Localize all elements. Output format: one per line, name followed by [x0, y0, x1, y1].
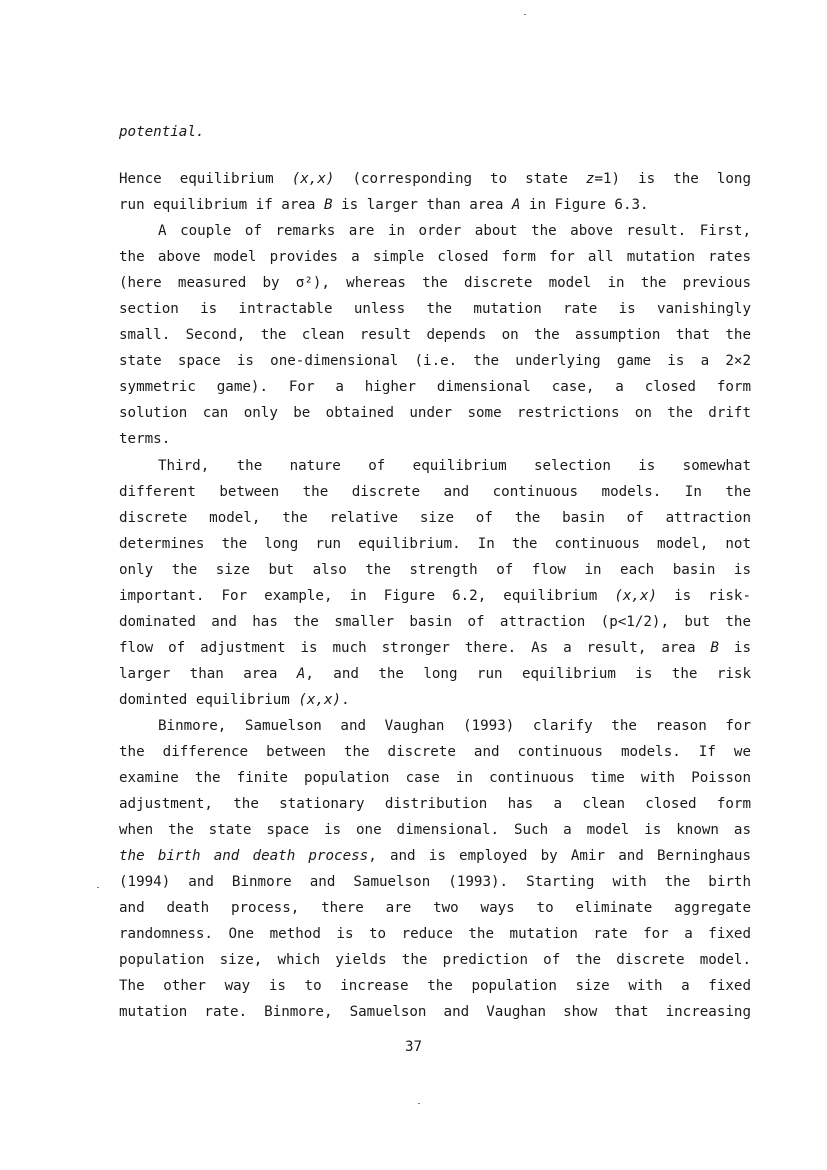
text-run: =1) is the long [594, 171, 752, 187]
text-line [119, 765, 751, 791]
text-run: important. For example, in Figure 6.2, equilibrium [119, 588, 615, 604]
text-line [119, 374, 751, 400]
text-run: section is intractable unless the mutation rate is vanishingly [119, 301, 751, 317]
scan-speck [97, 887, 99, 888]
text-line [119, 557, 751, 583]
text-run: examine the finite population case in continuous time with Poisson [119, 770, 751, 786]
page-number: 37 [404, 1039, 423, 1055]
text-line [119, 322, 751, 348]
italic-text: (x,x) [298, 692, 342, 708]
text-line [119, 635, 751, 661]
text-line [119, 583, 751, 609]
scan-speck [418, 1103, 420, 1104]
text-run: is larger than area [332, 197, 512, 213]
italic-text: the birth and death process [119, 848, 369, 864]
text-run: discrete model, the relative size of the basin of attraction [119, 510, 751, 526]
text-run: randomness. One method is to reduce the mutation rate for a fixed [119, 926, 751, 942]
text-line [119, 348, 751, 374]
text-run: is risk- [657, 588, 751, 604]
text-line [119, 739, 751, 765]
text-run: in Figure 6.3. [520, 197, 649, 213]
text-line [119, 609, 751, 635]
text-line [119, 119, 751, 145]
text-line [119, 426, 751, 452]
text-run: population size, which yields the prediction of the discrete model. [119, 952, 751, 968]
italic-text: potential. [119, 124, 205, 140]
text-line [119, 479, 751, 505]
text-run: the difference between the discrete and continuous models. If we [119, 744, 751, 760]
italic-text: A [296, 666, 306, 682]
text-run: (corresponding to state [334, 171, 586, 187]
text-line [119, 166, 751, 192]
text-run: terms. [119, 431, 171, 447]
italic-text: (x,x) [291, 171, 335, 187]
text-line [119, 244, 751, 270]
text-run: small. Second, the clean result depends on the assumption that the [119, 327, 751, 343]
text-line [119, 400, 751, 426]
text-run: and death process, there are two ways to eliminate aggregate [119, 900, 751, 916]
text-run: the above model provides a simple closed form for all mutation rates [119, 249, 751, 265]
text-run: determines the long run equilibrium. In the continuous model, not [119, 536, 751, 552]
italic-text: (x,x) [614, 588, 658, 604]
text-run: (1994) and Binmore and Samuelson (1993). Starting with the birth [119, 874, 751, 890]
text-run: Hence equilibrium [119, 171, 292, 187]
text-line [119, 661, 751, 687]
text-run: adjustment, the stationary distribution has a clean closed form [119, 796, 751, 812]
text-run: solution can only be obtained under some restrictions on the drift [119, 405, 751, 421]
text-run: different between the discrete and continuous models. In the [119, 484, 751, 500]
italic-text: z [585, 171, 595, 187]
text-run: larger than area [119, 666, 297, 682]
scan-speck [524, 14, 526, 15]
text-line [119, 687, 751, 713]
text-line [119, 791, 751, 817]
text-line [158, 218, 751, 244]
text-line [119, 869, 751, 895]
text-line [119, 973, 751, 999]
text-run: . [341, 692, 350, 708]
text-run: dominted equilibrium [119, 692, 299, 708]
text-line [119, 531, 751, 557]
text-run: is [718, 640, 751, 656]
text-run: when the state space is one dimensional. Such a model is known as [119, 822, 751, 838]
text-run: symmetric game). For a higher dimensional case, a closed form [119, 379, 751, 395]
italic-text: B [324, 197, 333, 213]
text-line [119, 947, 751, 973]
text-line [119, 895, 751, 921]
text-run: dominated and has the smaller basin of attraction (p<1/2), but the [119, 614, 751, 630]
text-run: , and is employed by Amir and Berninghaus [368, 848, 751, 864]
text-line [119, 843, 751, 869]
text-run: Binmore, Samuelson and Vaughan (1993) clarify the reason for [158, 718, 751, 734]
text-line [119, 921, 751, 947]
text-line [158, 453, 751, 479]
text-run: A couple of remarks are in order about the above result. First, [158, 223, 751, 239]
text-run: The other way is to increase the population size with a fixed [119, 978, 751, 994]
text-run: only the size but also the strength of flow in each basin is [119, 562, 751, 578]
text-line [119, 817, 751, 843]
text-run: run equilibrium if area [119, 197, 324, 213]
text-line [119, 192, 751, 218]
text-line [119, 270, 751, 296]
text-run: flow of adjustment is much stronger there. As a result, area [119, 640, 711, 656]
text-line [119, 999, 751, 1025]
text-run: mutation rate. Binmore, Samuelson and Vaughan show that increasing [119, 1004, 751, 1020]
text-line [158, 713, 751, 739]
text-run: Third, the nature of equilibrium selection is somewhat [158, 458, 751, 474]
text-line [119, 505, 751, 531]
text-run: state space is one-dimensional (i.e. the underlying game is a 2×2 [119, 353, 751, 369]
text-run: (here measured by σ²), whereas the discrete model in the previous [119, 275, 751, 291]
text-run: , and the long run equilibrium is the risk [305, 666, 751, 682]
italic-text: B [710, 640, 719, 656]
italic-text: A [511, 197, 521, 213]
text-line [119, 296, 751, 322]
